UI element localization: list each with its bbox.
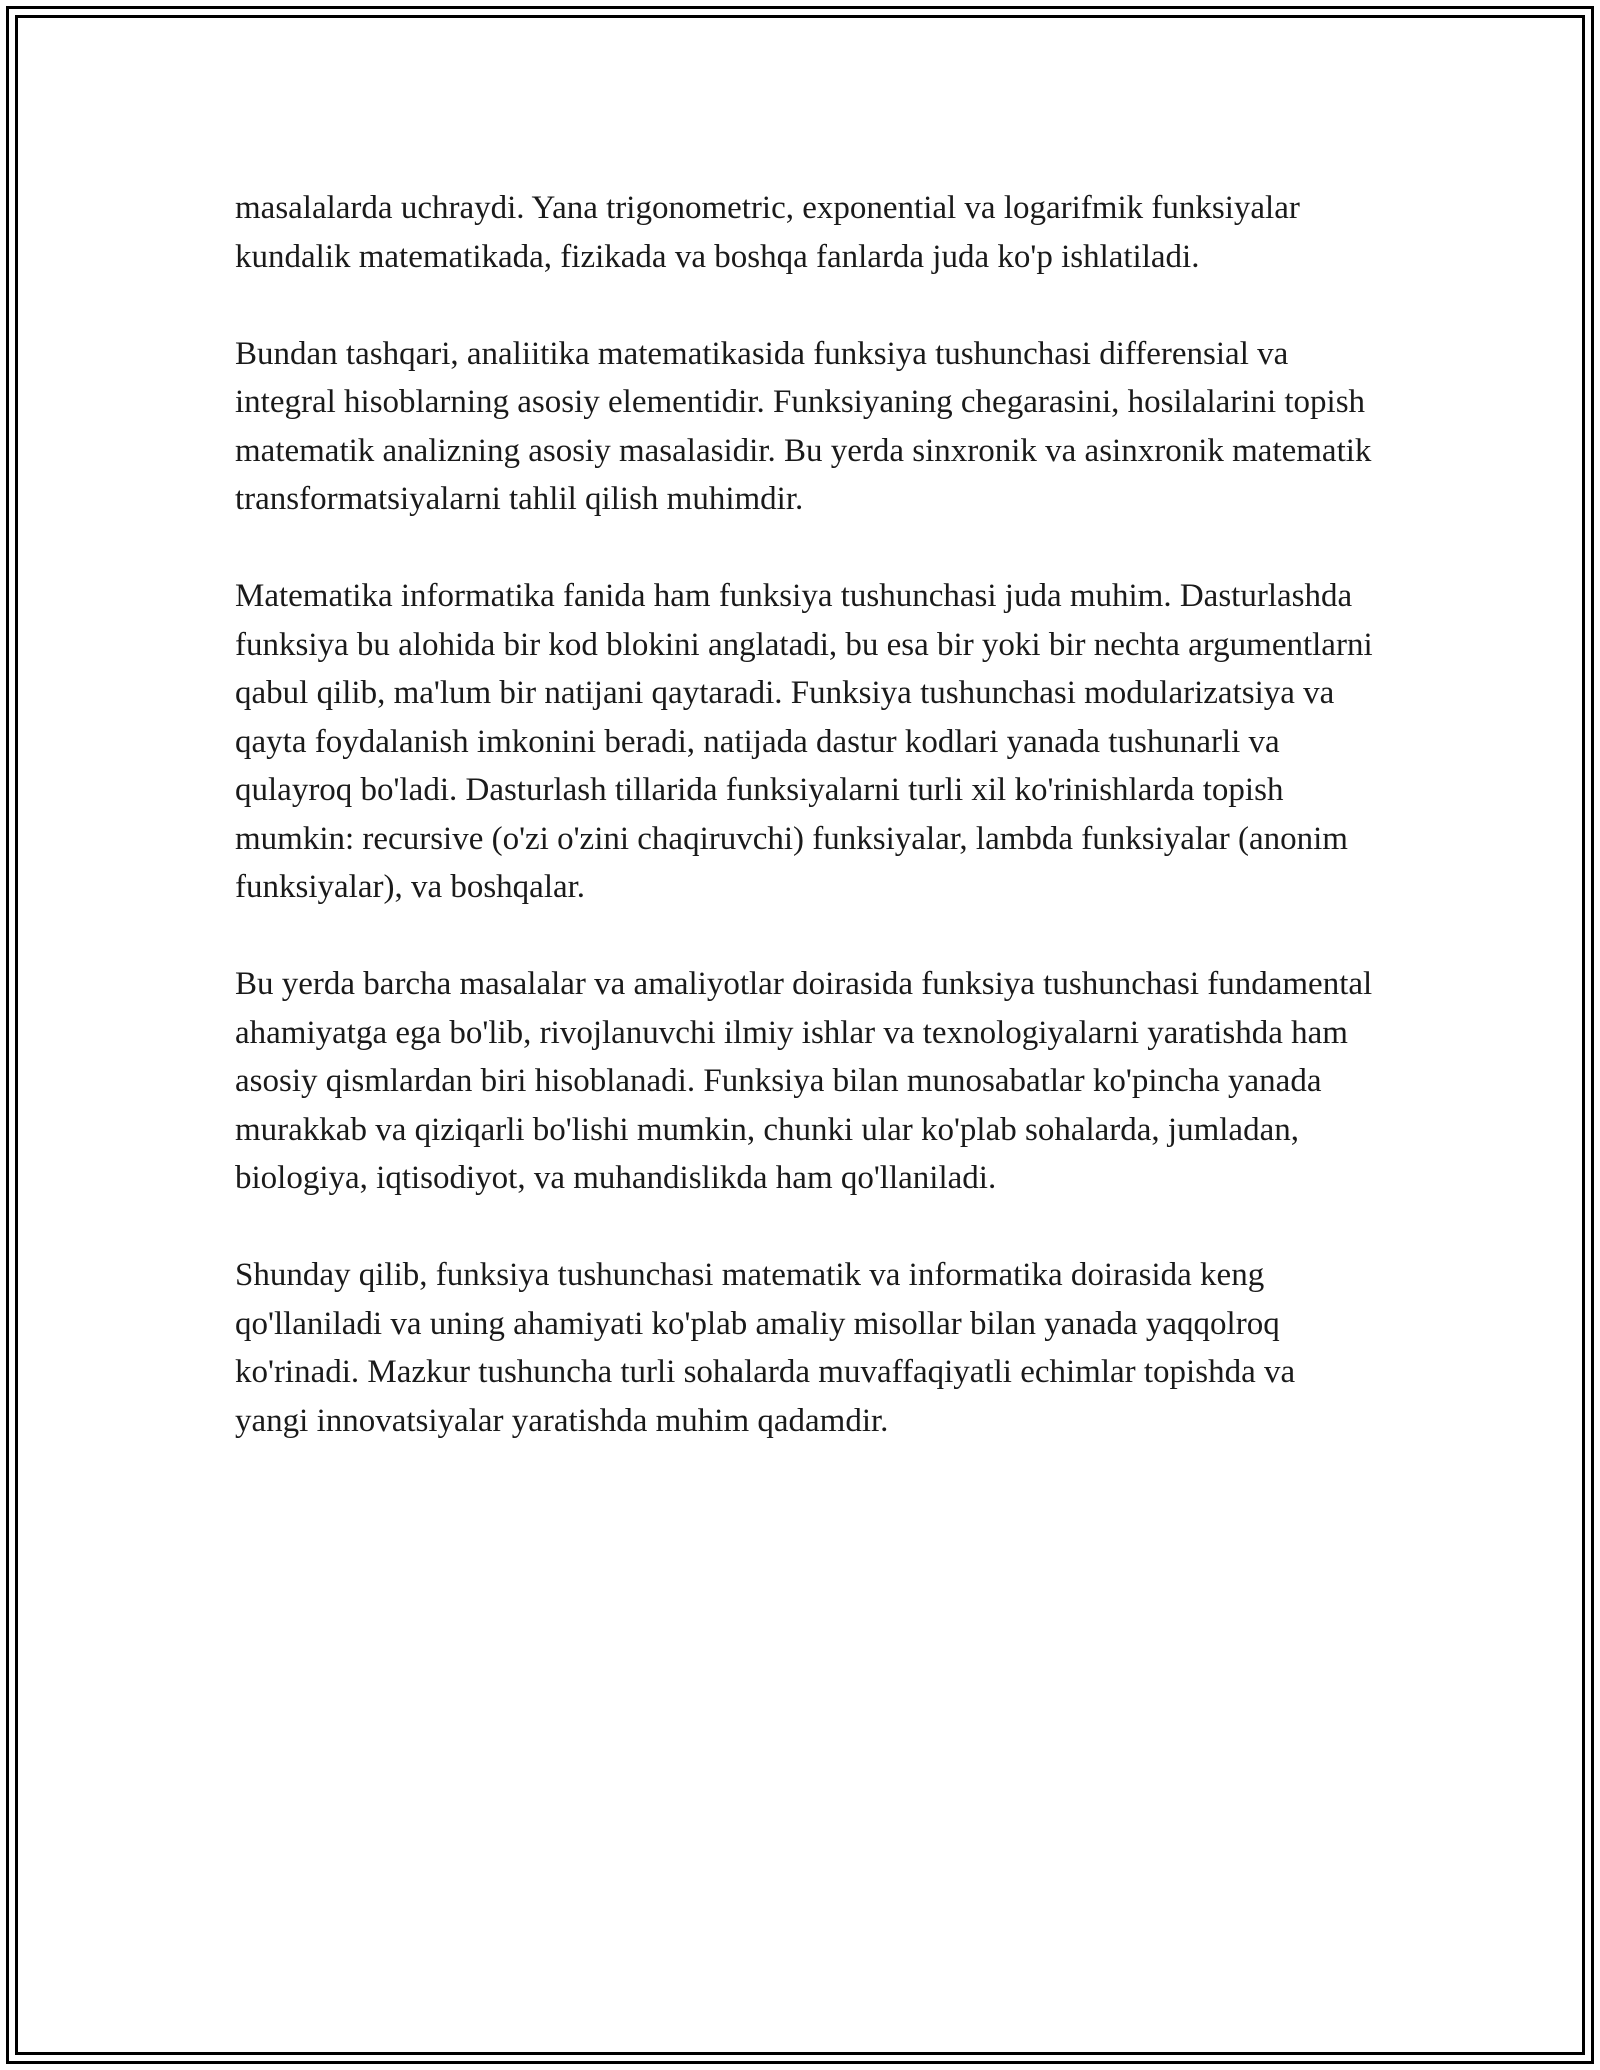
paragraph-3: Matematika informatika fanida ham funksiya tushunchasi juda muhim. Dasturlashda funksiya bu alohida bir kod blokini anglatadi, bu esa bir yoki bir nechta argumentlarni qabul qilib, ma'lum bir natijani qaytaradi. Funksiya tushunchasi modularizatsiya va qayta foydalanish imkonini beradi, natijada dastur kodlari yanada tushunarli va qulayroq bo'ladi. Dasturlash tillarida funksiyalarni turli xil ko'rinishlarda topish mumkin: recursive (o'zi o'zini chaqiruvchi) funksiyalar, lambda funksiyalar (anonim funksiyalar), va boshqalar. (235, 578, 1373, 905)
paragraph-4: Bu yerda barcha masalalar va amaliyotlar doirasida funksiya tushunchasi fundamental ahamiyatga ega bo'lib, rivojlanuvchi ilmiy ishlar va texnologiyalarni yaratishda ham asosiy qismlardan biri hisoblanadi. Funksiya bilan munosabatlar ko'pincha yanada murakkab va qiziqarli bo'lishi mumkin, chunki ular ko'plab sohalarda, jumladan, biologiya, iqtisodiyot, va muhandislikda ham qo'llaniladi. (235, 966, 1373, 1196)
document-body (235, 184, 1375, 1494)
paragraph-5: Shunday qilib, funksiya tushunchasi matematik va informatika doirasida keng qo'llaniladi va uning ahamiyati ko'plab amaliy misollar bilan yanada yaqqolroq ko'rinadi. Mazkur tushuncha turli sohalarda muvaffaqiyatli echimlar topishda va yangi innovatsiyalar yaratishda muhim qadamdir. (235, 1257, 1296, 1439)
paragraph-2: Bundan tashqari, analiitika matematikasida funksiya tushunchasi differensial va integral hisoblarning asosiy elementidir. Funksiyaning chegarasini, hosilalarini topish matematik analizning asosiy masalasidir. Bu yerda sinxronik va asinxronik matematik transformatsiyalarni tahlil qilish muhimdir. (235, 335, 1372, 517)
paragraph-1: masalalarda uchraydi. Yana trigonometric, exponential va logarifmik funksiyalar kundalik matematikada, fizikada va boshqa fanlarda juda ko'p ishlatiladi. (235, 190, 1300, 275)
